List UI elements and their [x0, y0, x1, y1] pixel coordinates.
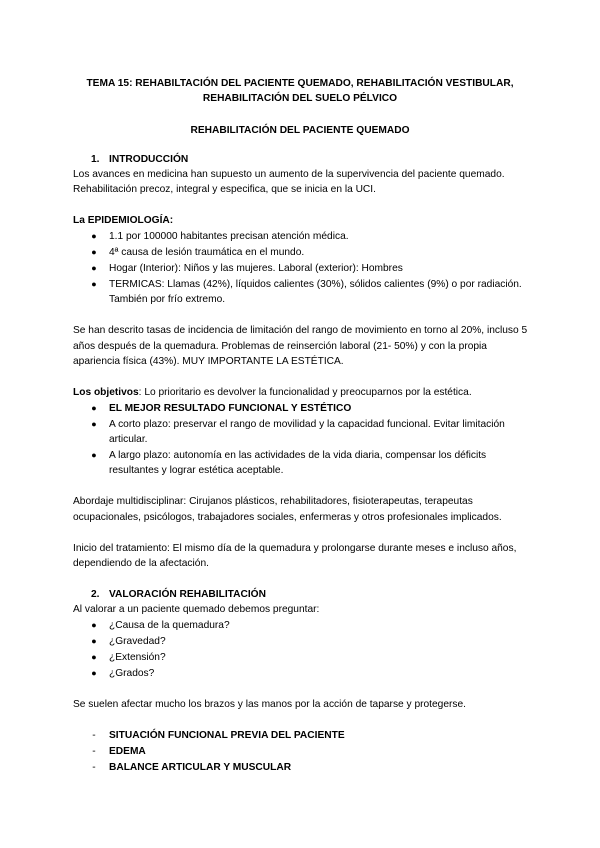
bullet-icon: ●: [91, 279, 97, 289]
approach-line-2: ocupacionales, psicólogos, trabajadores sociales, enfermeras y otros profesionales implicados.: [73, 512, 502, 523]
assessment-question-2: ¿Gravedad?: [109, 636, 166, 647]
dash-marker: -: [92, 730, 96, 741]
bullet-icon: ●: [91, 652, 97, 662]
section-subtitle: REHABILITACIÓN DEL PACIENTE QUEMADO: [190, 125, 410, 136]
assessment-question-3: ¿Extensión?: [109, 652, 166, 663]
epidemiology-item-2: 4ª causa de lesión traumática en el mundo.: [109, 247, 305, 258]
bullet-icon: ●: [91, 403, 97, 413]
objectives-item-2: A corto plazo: preservar el rango de movilidad y la capacidad funcional. Evitar limitación: [109, 419, 505, 430]
objectives-item-3: A largo plazo: autonomía en las actividades de la vida diaria, compensar los déficits: [109, 450, 487, 461]
bullet-icon: ●: [91, 231, 97, 241]
section-1-heading: INTRODUCCIÓN: [109, 154, 189, 165]
epidemiology-item-4-continued: También por frío extremo.: [109, 294, 226, 305]
incidence-line-1: Se han descrito tasas de incidencia de limitación del rango de movimiento en torno al 20%, incluso 5: [73, 325, 528, 336]
objectives-item-1: EL MEJOR RESULTADO FUNCIONAL Y ESTÉTICO: [109, 403, 352, 414]
bullet-icon: ●: [91, 263, 97, 273]
bullet-icon: ●: [91, 450, 97, 460]
assessment-question-1: ¿Causa de la quemadura?: [109, 620, 230, 631]
aesthetics-emphasis: MUY IMPORTANTE LA ESTÉTICA.: [182, 356, 344, 367]
epidemiology-item-3: Hogar (Interior): Niños y las mujeres. Laboral (exterior): Hombres: [109, 263, 403, 274]
dash-item-joint-muscle-balance: BALANCE ARTICULAR Y MUSCULAR: [109, 762, 292, 773]
document-title-line-2: REHABILITACIÓN DEL SUELO PÉLVICO: [202, 93, 398, 104]
bullet-icon: ●: [91, 620, 97, 630]
treatment-start-line-2: dependiendo de la afectación.: [73, 558, 209, 569]
epidemiology-item-4: TERMICAS: Llamas (42%), líquidos calientes (30%), sólidos calientes (9%) o por radiación.: [109, 279, 522, 290]
bullet-icon: ●: [91, 668, 97, 678]
incidence-line-3: [73, 354, 344, 370]
objectives-label: Los objetivos: [73, 387, 139, 398]
epidemiology-item-1: 1.1 por 100000 habitantes precisan atención médica.: [109, 231, 349, 242]
bullet-icon: ●: [91, 247, 97, 257]
treatment-start-line-1: Inicio del tratamiento: El mismo día de la quemadura y prolongarse durante meses e incluso años,: [73, 543, 517, 554]
arms-hands-note: Se suelen afectar mucho los brazos y las manos por la acción de taparse y protegerse.: [73, 699, 466, 710]
incidence-line-3-text: apariencia física (43%).: [73, 356, 183, 367]
section-2-number: 2.: [91, 589, 100, 600]
objectives-item-2-continued: articular.: [109, 434, 148, 445]
dash-item-functional-status: SITUACIÓN FUNCIONAL PREVIA DEL PACIENTE: [109, 730, 345, 741]
section-2-heading: VALORACIÓN REHABILITACIÓN: [109, 589, 266, 600]
document-title-line-1: TEMA 15: REHABILTACIÓN DEL PACIENTE QUEMADO, REHABILITACIÓN VESTIBULAR,: [86, 78, 514, 89]
epidemiology-heading: La EPIDEMIOLOGÍA:: [73, 215, 174, 226]
assessment-question-4: ¿Grados?: [109, 668, 155, 679]
assessment-intro: Al valorar a un paciente quemado debemos preguntar:: [73, 604, 320, 615]
incidence-line-2: años después de la quemadura. Problemas de reinserción laboral (21- 50%) y con la propia: [73, 341, 487, 352]
approach-line-1: Abordaje multidisciplinar: Cirujanos plásticos, rehabilitadores, fisioterapeutas, terapeutas: [73, 496, 473, 507]
objectives-item-3-continued: resultantes y lograr estética aceptable.: [109, 465, 284, 476]
bullet-icon: ●: [91, 419, 97, 429]
section-1-number: 1.: [91, 154, 100, 165]
intro-line-1: Los avances en medicina han supuesto un aumento de la supervivencia del paciente quemado.: [73, 169, 505, 180]
intro-line-2: Rehabilitación precoz, integral y especifica, que se inicia en la UCI.: [73, 184, 376, 195]
dash-item-edema: EDEMA: [109, 746, 146, 757]
objectives-text: : Lo prioritario es devolver la funcionalidad y preocuparnos por la estética.: [138, 387, 472, 398]
objectives-line: [73, 385, 472, 401]
dash-marker: -: [92, 746, 96, 757]
bullet-icon: ●: [91, 636, 97, 646]
dash-marker: -: [92, 762, 96, 773]
